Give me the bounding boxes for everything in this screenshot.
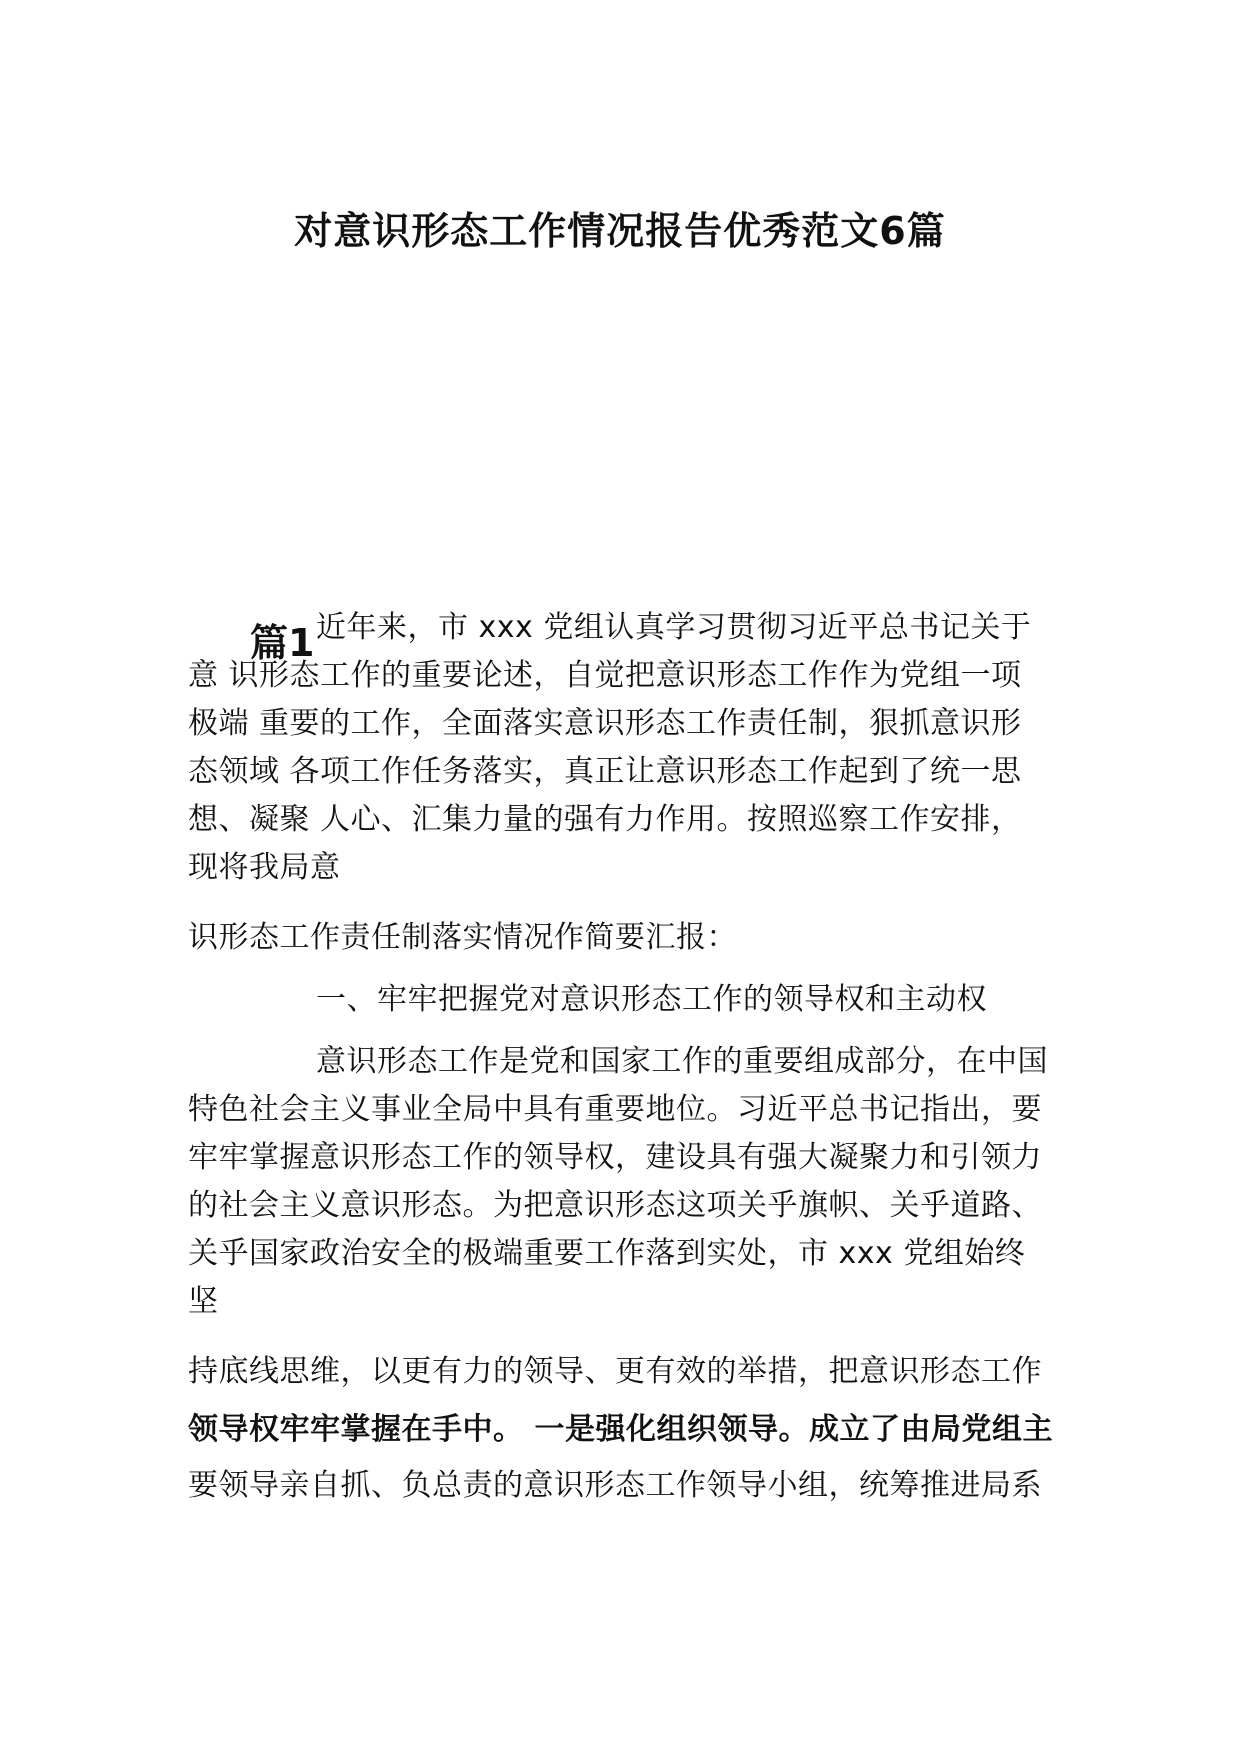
paragraph-line: 极端 重要的工作，全面落实意识形态工作责任制，狠抓意识形 bbox=[188, 706, 1022, 741]
paragraph-line: 识形态工作责任制落实情况作简要汇报： bbox=[188, 920, 737, 955]
section-heading: 篇1 bbox=[250, 621, 315, 665]
subheading-line: 一、牢牢把握党对意识形态工作的领导权和主动权 bbox=[316, 982, 987, 1017]
paragraph-line: 关乎国家政治安全的极端重要工作落到实处，市 xxx 党组始终 bbox=[188, 1236, 1026, 1271]
paragraph-line: 牢牢掌握意识形态工作的领导权，建设具有强大凝聚力和引领力 bbox=[188, 1140, 1042, 1175]
paragraph-line: 态领域 各项工作任务落实，真正让意识形态工作起到了统一思 bbox=[188, 754, 1022, 789]
paragraph-line: 坚 bbox=[188, 1284, 219, 1319]
paragraph-line: 特色社会主义事业全局中具有重要地位。习近平总书记指出，要 bbox=[188, 1092, 1042, 1127]
paragraph-line: 近年来，市 xxx 党组认真学习贯彻习近平总书记关于 bbox=[316, 610, 1032, 645]
paragraph-line: 的社会主义意识形态。为把意识形态这项关乎旗帜、关乎道路、 bbox=[188, 1188, 1042, 1223]
bold-paragraph-line: 领导权牢牢掌握在手中。 一是强化组织领导。成立了由局党组主 bbox=[188, 1412, 1053, 1447]
paragraph-line: 要领导亲自抓、负总责的意识形态工作领导小组，统筹推进局系 bbox=[188, 1468, 1042, 1503]
paragraph-line: 持底线思维，以更有力的领导、更有效的举措，把意识形态工作 bbox=[188, 1354, 1042, 1389]
document-title: 对意识形态工作情况报告优秀范文6篇 bbox=[294, 209, 946, 253]
paragraph-line: 想、凝聚 人心、汇集力量的强有力作用。按照巡察工作安排， bbox=[188, 802, 1022, 837]
paragraph-line: 意 识形态工作的重要论述，自觉把意识形态工作作为党组一项 bbox=[188, 658, 1022, 693]
paragraph-line: 现将我局意 bbox=[188, 850, 341, 885]
paragraph-line: 意识形态工作是党和国家工作的重要组成部分，在中国 bbox=[316, 1044, 1048, 1079]
